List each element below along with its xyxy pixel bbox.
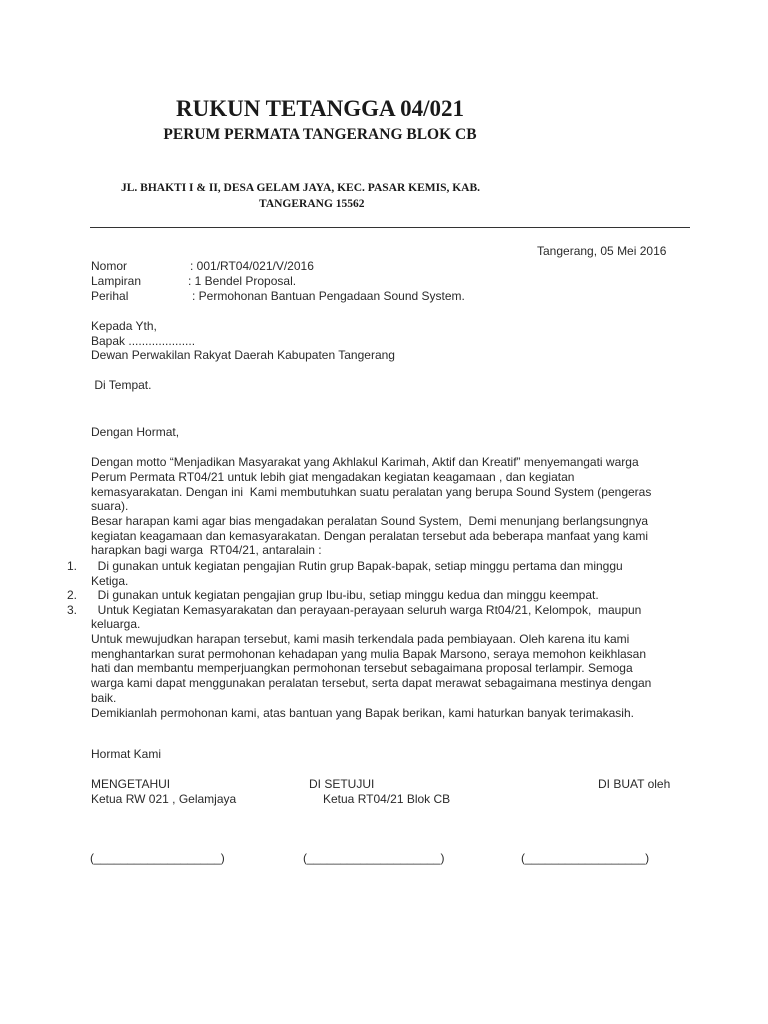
organization-subtitle: PERUM PERMATA TANGERANG BLOK CB [163,126,477,143]
list-number: 2. [67,588,78,602]
signer-mid-title: DI SETUJUI [309,777,375,791]
place-date: Tangerang, 05 Mei 2016 [537,244,667,258]
organization-title: RUKUN TETANGGA 04/021 [176,96,464,121]
recipient-line: Dewan Perwakilan Rakyat Daerah Kabupaten Tangerang [91,348,395,362]
signature-line-right: (__________________) [521,851,650,865]
paragraph-line: warga kami dapat menggunakan peralatan tersebut, serta dapat merawat sebagaimana mestinya dengan [91,676,652,690]
closing-sentence: Demikianlah permohonan kami, atas bantuan yang Bapak berikan, kami haturkan banyak terimakasih. [91,706,634,720]
sign-off: Hormat Kami [91,747,162,761]
perihal-value: : Permohonan Bantuan Pengadaan Sound System. [192,289,465,303]
paragraph-line: Perum Permata RT04/21 untuk lebih giat mengadakan kegiatan keagamaan , dan kegiatan [91,470,575,484]
list-item-continued: Ketiga. [91,574,129,588]
signer-right-title: DI BUAT oleh [598,777,671,791]
paragraph-line: menghantarkan surat permohonan kehadapan yang mulia Bapak Marsono, seraya memohon keikhlasan [91,647,647,661]
paragraph-line: kegiatan keagamaan dan kemasyarakatan. Dengan peralatan tersebut ada beberapa manfaat yang kami [91,529,649,543]
letterhead-divider [90,227,690,228]
list-item: Untuk Kegiatan Kemasyarakatan dan perayaan-perayaan seluruh warga Rt04/21, Kelompok, maupun [91,603,642,617]
paragraph-line: harapkan bagi warga RT04/21, antaralain : [91,543,322,557]
nomor-label: Nomor [91,259,128,273]
nomor-value: : 001/RT04/021/V/2016 [190,259,314,273]
list-number: 1. [67,559,78,573]
paragraph-line: Dengan motto “Menjadikan Masyarakat yang Akhlakul Karimah, Aktif dan Kreatif” menyemangati warga [91,455,639,469]
paragraph-line: hati dan membantu memperjuangkan permohonan tersebut sebagaimana proposal terlampir. Semoga [91,661,633,675]
paragraph-line: Untuk mewujudkan harapan tersebut, kami masih terkendala pada pembiayaan. Oleh karena itu kami [91,632,630,646]
signature-line-mid: (____________________) [303,851,445,865]
list-number: 3. [67,603,78,617]
recipient-place: Di Tempat. [91,378,152,392]
address-line-2: TANGERANG 15562 [259,198,365,210]
lampiran-label: Lampiran [91,274,142,288]
paragraph-line: kemasyarakatan. Dengan ini Kami membutuhkan suatu peralatan yang berupa Sound System (pengeras [91,485,652,499]
paragraph-line: suara). [91,499,129,513]
paragraph-line: Besar harapan kami agar bias mengadakan peralatan Sound System, Demi menunjang berlangsungnya [91,514,649,528]
recipient-line: Kepada Yth, [91,319,157,333]
recipient-line: Bapak .................... [91,334,196,348]
signer-left-title: MENGETAHUI [91,777,171,791]
list-item: Di gunakan untuk kegiatan pengajian Rutin grup Bapak-bapak, setiap minggu pertama dan minggu [91,559,623,573]
signer-left-role: Ketua RW 021 , Gelamjaya [91,792,237,806]
address-line-1: JL. BHAKTI I & II, DESA GELAM JAYA, KEC. PASAR KEMIS, KAB. [121,182,481,194]
greeting: Dengan Hormat, [91,425,180,439]
paragraph-line: baik. [91,691,117,705]
signer-mid-role: Ketua RT04/21 Blok CB [323,792,451,806]
signature-line-left: (___________________) [90,851,225,865]
perihal-label: Perihal [91,289,129,303]
list-item-continued: keluarga. [91,617,141,631]
lampiran-value: : 1 Bendel Proposal. [188,274,297,288]
list-item: Di gunakan untuk kegiatan pengajian grup Ibu-ibu, setiap minggu kedua dan minggu keempat. [91,588,599,602]
